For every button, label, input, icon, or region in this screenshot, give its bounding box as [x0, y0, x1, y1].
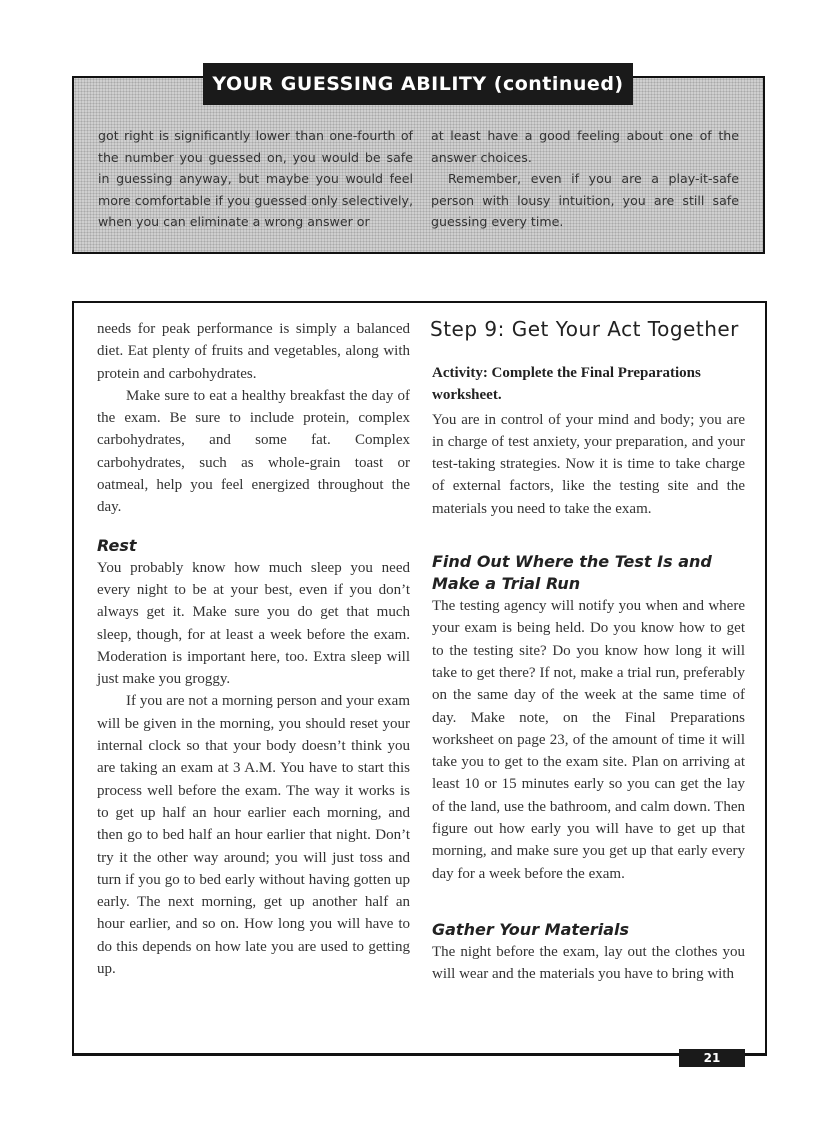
- rest-paragraph-2: If you are not a morning person and your exam will be given in the morning, you should reset your internal clock so that your body doesn’t think you are taking an exam at 3 A.M. You have to start this process well before the exam. The way it works is to get up half an hour earlier each morning, and then go to bed half an hour earlier that night. Don’t try it the other way around; you will just toss and turn if you go to bed early without having gotten up early. The next morning, get up another half an hour earlier, and so on. How long you will have to do this depends on how late you are used to getting up.: [97, 693, 410, 978]
- diet-paragraph: needs for peak performance is simply a balanced diet. Eat plenty of fruits and vegetables, along with protein and carbohydrates.: [97, 321, 410, 382]
- sidebar-right-column: [431, 125, 739, 233]
- sidebar-right-text-1: at least have a good feeling about one of the answer choices.: [431, 128, 739, 165]
- page-number: 21: [679, 1049, 745, 1067]
- find-test-paragraph: The testing agency will notify you when and where your exam is being held. Do you know how to get to the testing site? Do you know how long it will take to get there? If not, make a trial run, preferably on the same day of the week at the same time of day. Make note, on the Final Preparations worksheet on page 23, of the amount of time it will take you to get to the exam site. Plan on arriving at least 10 or 15 minutes early so you can get the lay of the land, use the bathroom, and calm down. Then figure out how early you will have to get up that morning, and make sure you get up that early every day for a week before the exam.: [432, 598, 745, 882]
- right-column: [432, 316, 745, 986]
- breakfast-paragraph: Make sure to eat a healthy breakfast the day of the exam. Be sure to include protein, complex carbohydrates, and some fat. Complex carbohydrates, such as whole-grain toast or oatmeal, help you feel energized throughout the day.: [97, 387, 410, 516]
- left-column: [97, 318, 410, 980]
- sidebar-left-text: got right is significantly lower than one-fourth of the number you guessed on, you would be safe in guessing anyway, but maybe you would feel more comfortable if you guessed only selectively, when you can eliminate a wrong answer or: [98, 128, 413, 229]
- sidebar-left-column: [98, 125, 413, 233]
- sidebar-right-text-2: Remember, even if you are a play-it-safe person with lousy intuition, you are still safe guessing every time.: [431, 171, 739, 229]
- activity-line: Activity: Complete the Final Preparations worksheet.: [432, 365, 701, 404]
- gather-materials-paragraph: The night before the exam, lay out the clothes you will wear and the materials you have to bring with: [432, 943, 745, 983]
- rest-paragraph-1: You probably know how much sleep you need every night to be at your best, even if you don’t always get it. Make sure you do get that much sleep, though, for at least a week before the exam. Moderation is important here, too. Extra sleep will just make you groggy.: [97, 559, 410, 688]
- intro-paragraph: You are in control of your mind and body; you are in charge of test anxiety, your preparation, and your test-taking strategies. Now it is time to take charge of external factors, like the testing site and the materials you need to take the exam.: [432, 411, 745, 517]
- step-9-heading: Step 9: Get Your Act Together: [430, 317, 739, 341]
- sidebar-title: YOUR GUESSING ABILITY (continued): [203, 63, 633, 105]
- gather-materials-heading: Gather Your Materials: [432, 919, 630, 939]
- find-test-heading: Find Out Where the Test Is and Make a Trial Run: [432, 552, 712, 594]
- rest-heading: Rest: [97, 535, 137, 555]
